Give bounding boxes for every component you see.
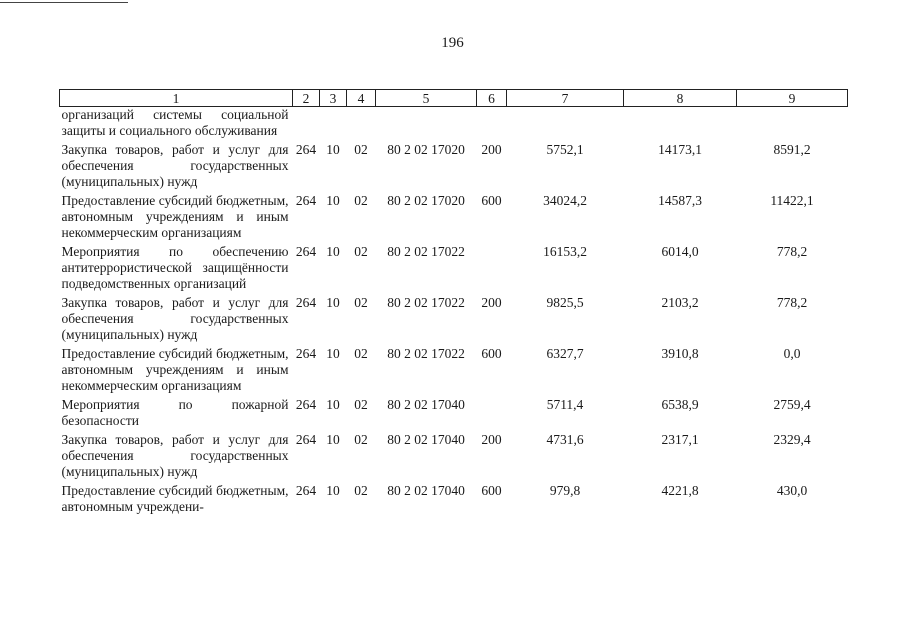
row-value-8: 2317,1	[661, 432, 699, 447]
row-value-9: 778,2	[776, 295, 808, 310]
row-value-7: 5711,4	[546, 397, 584, 412]
table-row	[60, 241, 848, 292]
budget-table	[59, 89, 848, 515]
table-row	[60, 394, 848, 429]
row-name: Мероприятия по обеспечению антитеррористической защищённости подведомственных организаций	[61, 244, 289, 291]
row-target-code: 80 2 02 17020	[387, 142, 465, 157]
header-row	[60, 90, 848, 107]
header-col-5: 5	[376, 90, 477, 107]
row-value-7: 979,8	[549, 483, 581, 498]
row-expense-type: 200	[481, 295, 502, 310]
header-col-8: 8	[624, 90, 737, 107]
row-value-7: 4731,6	[546, 432, 584, 447]
row-target-code: 80 2 02 17040	[387, 397, 465, 412]
row-name: Предоставление субсидий бюджетным, автономным учреждениям и иным некоммерческим организациям	[61, 346, 289, 393]
row-ministry	[293, 107, 320, 140]
table-row	[60, 480, 848, 515]
row-ministry: 264	[295, 295, 317, 310]
row-value-9: 430,0	[776, 483, 808, 498]
header-col-6: 6	[477, 90, 507, 107]
row-name: Закупка товаров, работ и услуг для обеспечения государственных (муниципальных) нужд	[61, 142, 289, 189]
row-value-9: 0,0	[783, 346, 801, 361]
header-col-2: 2	[293, 90, 320, 107]
row-expense-type	[477, 241, 507, 292]
row-section	[320, 107, 347, 140]
row-target-code: 80 2 02 17020	[387, 193, 465, 208]
row-expense-type: 600	[481, 193, 502, 208]
row-section: 10	[326, 346, 340, 361]
row-value-9: 2759,4	[773, 397, 811, 412]
row-expense-type: 200	[481, 432, 502, 447]
row-value-9: 2329,4	[773, 432, 811, 447]
table-row	[60, 429, 848, 480]
row-subsection: 02	[354, 397, 368, 412]
row-subsection: 02	[354, 193, 368, 208]
row-target-code: 80 2 02 17022	[387, 295, 465, 310]
row-value-7: 5752,1	[546, 142, 584, 157]
row-value-9: 778,2	[776, 244, 808, 259]
row-value-8: 6014,0	[661, 244, 699, 259]
row-value-7: 9825,5	[546, 295, 584, 310]
row-ministry: 264	[295, 244, 317, 259]
row-ministry: 264	[295, 193, 317, 208]
row-value-8: 14173,1	[658, 142, 702, 157]
row-name: Закупка товаров, работ и услуг для обеспечения государственных (муниципальных) нужд	[61, 432, 289, 479]
row-value-9: 11422,1	[770, 193, 814, 208]
row-ministry: 264	[295, 432, 317, 447]
row-subsection: 02	[354, 432, 368, 447]
row-value-7: 34024,2	[543, 193, 587, 208]
row-value-8: 3910,8	[661, 346, 699, 361]
row-value-8: 6538,9	[661, 397, 699, 412]
row-value-8: 14587,3	[658, 193, 702, 208]
row-section: 10	[326, 244, 340, 259]
row-target-code: 80 2 02 17022	[387, 346, 465, 361]
header-col-1: 1	[60, 90, 293, 107]
header-col-4: 4	[347, 90, 376, 107]
row-value-9: 8591,2	[773, 142, 811, 157]
row-subsection: 02	[354, 295, 368, 310]
row-value-7: 16153,2	[543, 244, 587, 259]
row-section: 10	[326, 295, 340, 310]
row-expense-type: 600	[481, 483, 502, 498]
row-expense-type	[477, 107, 507, 140]
row-subsection: 02	[354, 346, 368, 361]
row-section: 10	[326, 193, 340, 208]
row-subsection: 02	[354, 244, 368, 259]
row-subsection: 02	[354, 142, 368, 157]
row-section: 10	[326, 142, 340, 157]
header-col-9: 9	[737, 90, 848, 107]
row-expense-type	[477, 394, 507, 429]
row-target-code: 80 2 02 17040	[387, 432, 465, 447]
row-subsection	[347, 107, 376, 140]
row-ministry: 264	[295, 397, 317, 412]
row-section: 10	[326, 483, 340, 498]
page-number: 196	[441, 35, 464, 51]
row-ministry: 264	[295, 142, 317, 157]
header-col-7: 7	[507, 90, 624, 107]
table-row	[60, 107, 848, 140]
row-expense-type: 600	[481, 346, 502, 361]
row-value-8: 2103,2	[661, 295, 699, 310]
row-name: Мероприятия по пожарной безопасности	[61, 397, 289, 428]
top-rule	[0, 2, 128, 3]
row-value-8	[624, 107, 737, 140]
header-col-3: 3	[320, 90, 347, 107]
table-row	[60, 139, 848, 190]
row-target-code: 80 2 02 17040	[387, 483, 465, 498]
row-section: 10	[326, 397, 340, 412]
row-name: Закупка товаров, работ и услуг для обеспечения государственных (муниципальных) нужд	[61, 295, 289, 342]
row-ministry: 264	[295, 346, 317, 361]
row-value-7: 6327,7	[546, 346, 584, 361]
row-subsection: 02	[354, 483, 368, 498]
row-section: 10	[326, 432, 340, 447]
row-name: Предоставление субсидий бюджетным, автономным учреждениям и иным некоммерческим организациям	[61, 193, 289, 240]
row-expense-type: 200	[481, 142, 502, 157]
table-row	[60, 190, 848, 241]
row-target-code: 80 2 02 17022	[387, 244, 465, 259]
row-value-8: 4221,8	[661, 483, 699, 498]
table-row	[60, 292, 848, 343]
row-value-7	[507, 107, 624, 140]
table-row	[60, 343, 848, 394]
row-value-9	[737, 107, 848, 140]
row-target-code	[376, 107, 477, 140]
row-name: Предоставление субсидий бюджетным, автономным учреждени-	[61, 483, 289, 514]
row-name: организаций системы социальной защиты и социального обслуживания	[61, 107, 289, 138]
row-ministry: 264	[295, 483, 317, 498]
